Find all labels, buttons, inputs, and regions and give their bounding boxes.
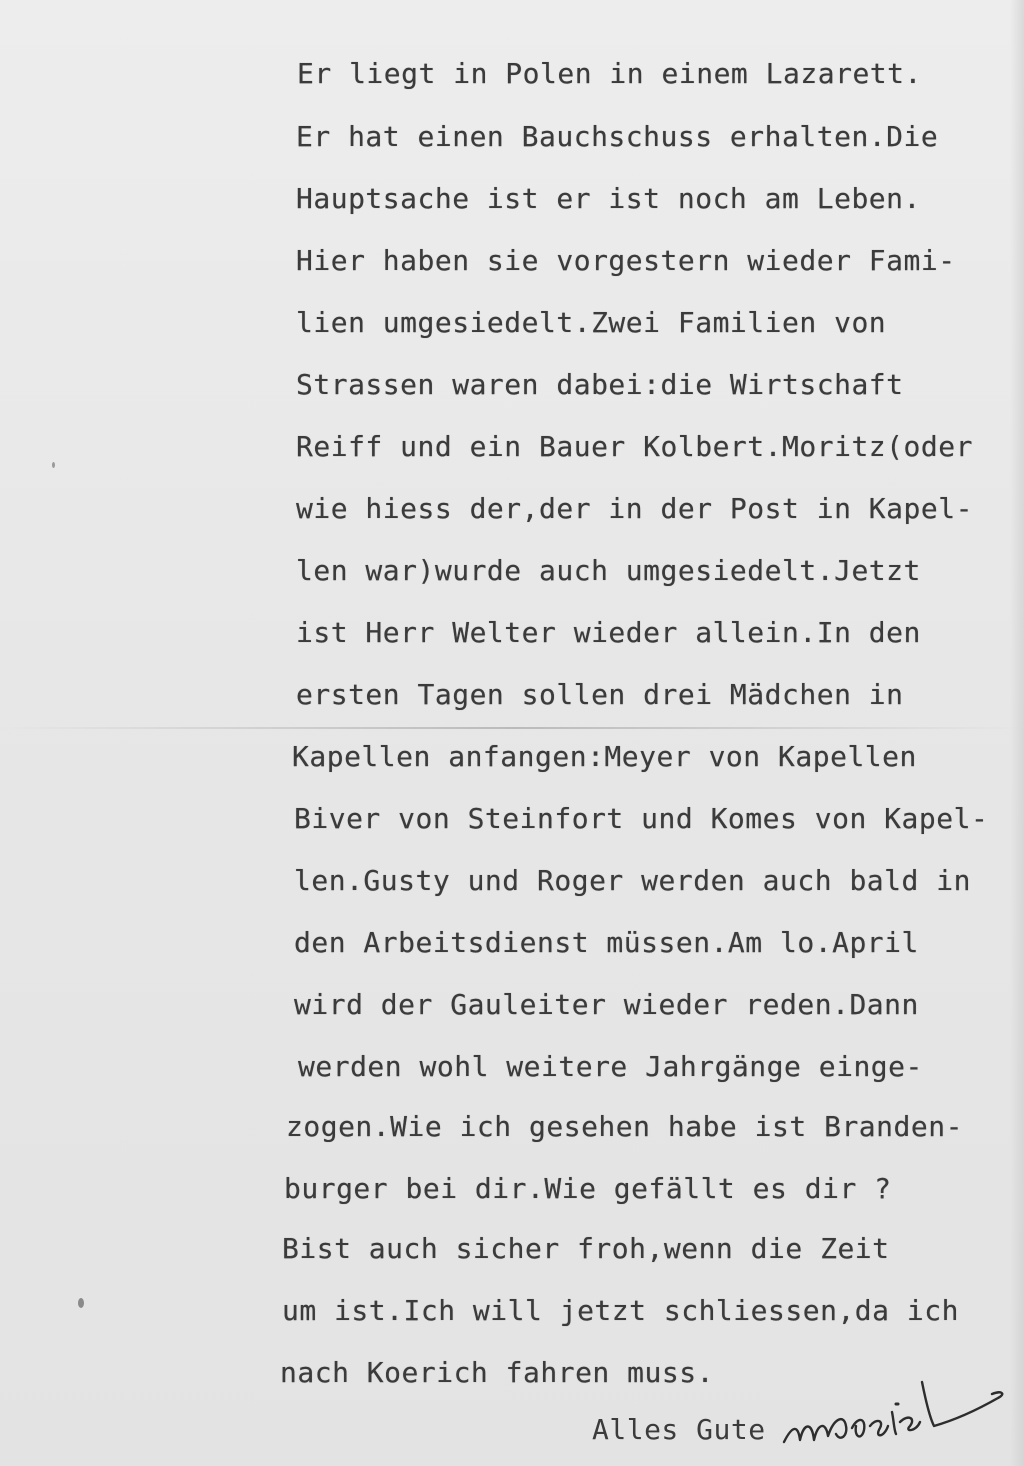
- letter-line-6: Strassen waren dabei:die Wirtschaft: [296, 368, 904, 401]
- letter-line-10: ist Herr Welter wieder allein.In den: [296, 616, 921, 649]
- letter-line-9: len war)wurde auch umgesiedelt.Jetzt: [296, 554, 921, 587]
- letter-line-8: wie hiess der,der in der Post in Kapel-: [296, 492, 973, 525]
- letter-line-5: lien umgesiedelt.Zwei Familien von: [296, 306, 887, 339]
- handwritten-signature: [770, 1322, 1020, 1462]
- letter-line-20: Bist auch sicher froh,wenn die Zeit: [282, 1232, 890, 1265]
- letter-line-1: Er liegt in Polen in einem Lazarett.: [297, 57, 922, 90]
- letter-line-15: den Arbeitsdienst müssen.Am lo.April: [294, 926, 919, 959]
- letter-line-18: zogen.Wie ich gesehen habe ist Branden-: [286, 1110, 963, 1143]
- letter-line-4: Hier haben sie vorgestern wieder Fami-: [296, 244, 956, 277]
- letter-line-11: ersten Tagen sollen drei Mädchen in: [296, 678, 904, 711]
- letter-line-2: Er hat einen Bauchschuss erhalten.Die: [296, 120, 939, 153]
- letter-line-12: Kapellen anfangen:Meyer von Kapellen: [292, 740, 917, 773]
- letter-line-13: Biver von Steinfort und Komes von Kapel-: [294, 802, 989, 835]
- letter-closing: Alles Gute: [592, 1413, 766, 1446]
- letter-line-7: Reiff und ein Bauer Kolbert.Moritz(oder: [296, 430, 973, 463]
- letter-line-22: nach Koerich fahren muss.: [280, 1356, 714, 1389]
- letter-line-21: um ist.Ich will jetzt schliessen,da ich: [282, 1294, 959, 1327]
- letter-line-19: burger bei dir.Wie gefällt es dir ?: [284, 1172, 892, 1205]
- letter-line-14: len.Gusty und Roger werden auch bald in: [294, 864, 971, 897]
- letter-line-17: werden wohl weitere Jahrgänge einge-: [298, 1050, 923, 1083]
- letter-line-3: Hauptsache ist er ist noch am Leben.: [296, 182, 921, 215]
- letter-line-16: wird der Gauleiter wieder reden.Dann: [294, 988, 919, 1021]
